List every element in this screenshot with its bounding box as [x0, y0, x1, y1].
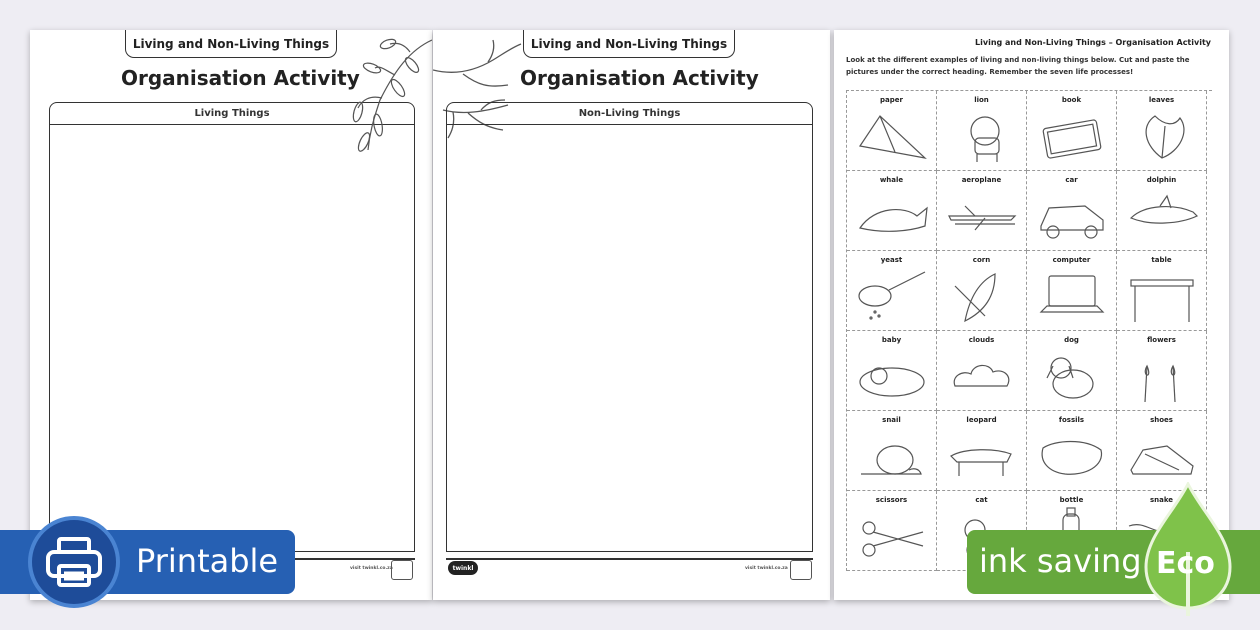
picture-label: snake	[1149, 496, 1174, 504]
yeast-illustration	[855, 266, 929, 324]
table-illustration	[1125, 266, 1199, 324]
whale-illustration	[855, 186, 929, 244]
picture-card-computer	[1027, 251, 1117, 331]
picture-label: lion	[974, 96, 989, 104]
printable-badge	[0, 530, 295, 594]
picture-label: baby	[881, 336, 902, 344]
leopard-illustration	[945, 426, 1019, 484]
picture-label: dolphin	[1146, 176, 1177, 184]
picture-card-aeroplane	[937, 171, 1027, 251]
ink-saving-badge	[967, 530, 1260, 594]
picture-card-dolphin	[1117, 171, 1207, 251]
picture-card-lion	[937, 91, 1027, 171]
picture-label: shoes	[1150, 416, 1173, 424]
flowers-illustration	[1125, 346, 1199, 404]
aeroplane-illustration	[945, 186, 1019, 244]
worksheet-living-things	[30, 30, 432, 600]
picture-card-book	[1027, 91, 1117, 171]
picture-label: scissors	[875, 496, 908, 504]
picture-label: leopard	[966, 416, 997, 424]
picture-card-baby	[847, 331, 937, 411]
picture-label: leaves	[1148, 96, 1175, 104]
picture-card-fossils	[1027, 411, 1117, 491]
box-heading: Living Things	[50, 103, 414, 125]
picture-card-table	[1117, 251, 1207, 331]
picture-label: bottle	[1059, 496, 1084, 504]
computer-illustration	[1035, 266, 1109, 324]
activity-instructions: Look at the different examples of living and non-living things below. Cut and paste the pictures under the correct heading. Remember the seven life processes!	[846, 56, 1190, 76]
picture-card-scissors	[847, 491, 937, 571]
picture-card-flowers	[1117, 331, 1207, 411]
picture-card-yeast	[847, 251, 937, 331]
picture-label: clouds	[968, 336, 995, 344]
footer-url: visit twinkl.co.za	[350, 566, 393, 571]
clouds-illustration	[945, 346, 1019, 404]
paper-illustration	[855, 106, 929, 164]
picture-label: snail	[882, 416, 901, 424]
eco-label: Eco	[1156, 546, 1215, 581]
footer-logo	[790, 560, 812, 580]
printer-icon-circle	[28, 516, 120, 608]
picture-label: yeast	[880, 256, 903, 264]
shoes-illustration	[1125, 426, 1199, 484]
leaves-illustration	[1125, 106, 1199, 164]
picture-label: cat	[975, 496, 988, 504]
picture-card-whale	[847, 171, 937, 251]
car-illustration	[1035, 186, 1109, 244]
picture-label: paper	[880, 96, 903, 104]
worksheet-header: Living and Non-Living Things	[523, 30, 735, 58]
page-title: Organisation Activity	[520, 66, 759, 90]
box-heading: Non-Living Things	[447, 103, 812, 125]
picture-label: corn	[972, 256, 991, 264]
footer-divider	[446, 558, 813, 560]
twinkl-logo: twinkl	[448, 561, 478, 575]
baby-illustration	[855, 346, 929, 404]
dolphin-illustration	[1125, 186, 1199, 244]
snail-illustration	[855, 426, 929, 484]
living-things-box	[49, 102, 415, 552]
picture-label: book	[1061, 96, 1082, 104]
fossils-illustration	[1035, 426, 1109, 484]
picture-card-dog	[1027, 331, 1117, 411]
branch-illustration	[350, 30, 432, 155]
picture-label: car	[1065, 176, 1078, 184]
lion-illustration	[945, 106, 1019, 164]
scissors-illustration	[855, 506, 929, 564]
picture-label: dog	[1064, 336, 1079, 344]
picture-card-corn	[937, 251, 1027, 331]
ink-saving-label: ink saving	[979, 542, 1142, 580]
picture-label: aeroplane	[961, 176, 1002, 184]
picture-card-shoes	[1117, 411, 1207, 491]
picture-label: computer	[1052, 256, 1091, 264]
activity-title: Living and Non-Living Things – Organisation Activity	[975, 38, 1211, 47]
picture-label: table	[1151, 256, 1172, 264]
picture-card-leaves	[1117, 91, 1207, 171]
picture-label: flowers	[1147, 336, 1176, 344]
printer-icon	[45, 536, 103, 588]
non-living-things-box	[446, 102, 813, 552]
worksheet-non-living-things	[433, 30, 830, 600]
page-title: Organisation Activity	[121, 66, 360, 90]
picture-card-leopard	[937, 411, 1027, 491]
corn-illustration	[945, 266, 1019, 324]
picture-card-clouds	[937, 331, 1027, 411]
footer-logo	[391, 560, 413, 580]
picture-card-car	[1027, 171, 1117, 251]
footer-url: visit twinkl.co.za	[745, 566, 788, 571]
picture-card-paper	[847, 91, 937, 171]
picture-label: whale	[879, 176, 904, 184]
book-illustration	[1035, 106, 1109, 164]
printable-label: Printable	[136, 542, 279, 580]
dog-illustration	[1035, 346, 1109, 404]
worksheet-header: Living and Non-Living Things	[125, 30, 337, 58]
picture-card-snail	[847, 411, 937, 491]
picture-label: fossils	[1058, 416, 1085, 424]
